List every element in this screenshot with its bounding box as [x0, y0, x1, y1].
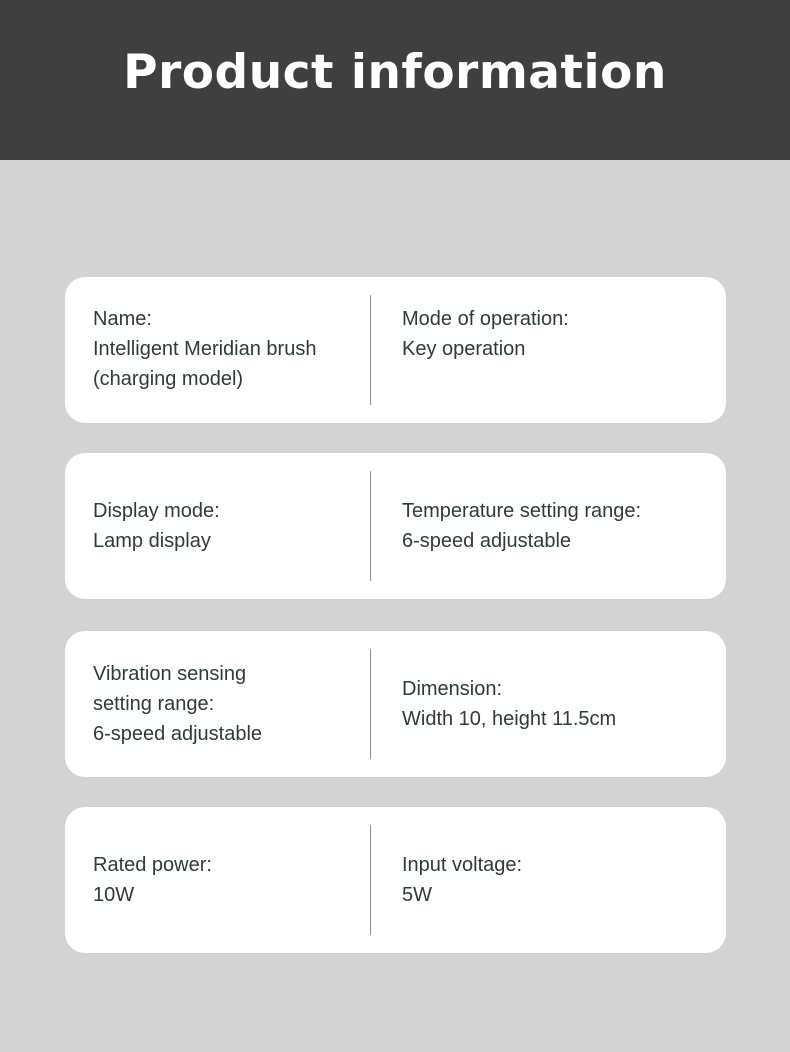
card-divider [370, 825, 371, 935]
card-divider [370, 471, 371, 581]
spec-mode-value: Key operation [402, 338, 526, 360]
spec-mode-label: Mode of operation: [402, 308, 569, 330]
spec-display-label: Display mode: [93, 500, 220, 522]
spec-temperature-value: 6-speed adjustable [402, 530, 572, 552]
spec-display-mode [93, 453, 363, 599]
spec-name [93, 277, 363, 423]
spec-card-power [65, 807, 726, 953]
card-divider [370, 649, 371, 759]
spec-dimension-label: Dimension: [402, 678, 503, 700]
spec-dimension-value: Width 10, height 11.5cm [402, 708, 617, 730]
spec-temperature-label: Temperature setting range: [402, 500, 642, 522]
spec-display-value: Lamp display [93, 530, 211, 552]
spec-name-value-line1: Intelligent Meridian brush [93, 338, 317, 360]
spec-power-value: 10W [93, 884, 135, 906]
spec-card-name [65, 277, 726, 423]
spec-card-vibration [65, 631, 726, 777]
spec-temperature-range [402, 453, 712, 599]
spec-vibration-range [93, 631, 363, 777]
spec-vibration-label-line2: setting range: [93, 693, 215, 715]
spec-input-voltage [402, 807, 712, 953]
spec-mode-of-operation [402, 277, 712, 423]
spec-card-display [65, 453, 726, 599]
spec-dimension [402, 631, 712, 777]
spec-vibration-value: 6-speed adjustable [93, 723, 263, 745]
spec-rated-power [93, 807, 363, 953]
spec-voltage-value: 5W [402, 884, 432, 906]
spec-vibration-label-line1: Vibration sensing [93, 663, 247, 685]
spec-power-label: Rated power: [93, 854, 212, 876]
header-banner [0, 0, 790, 160]
spec-name-value-line2: (charging model) [93, 368, 244, 390]
card-divider [370, 295, 371, 405]
spec-voltage-label: Input voltage: [402, 854, 523, 876]
page-title: Product information [123, 44, 667, 100]
spec-name-label: Name: [93, 308, 152, 330]
